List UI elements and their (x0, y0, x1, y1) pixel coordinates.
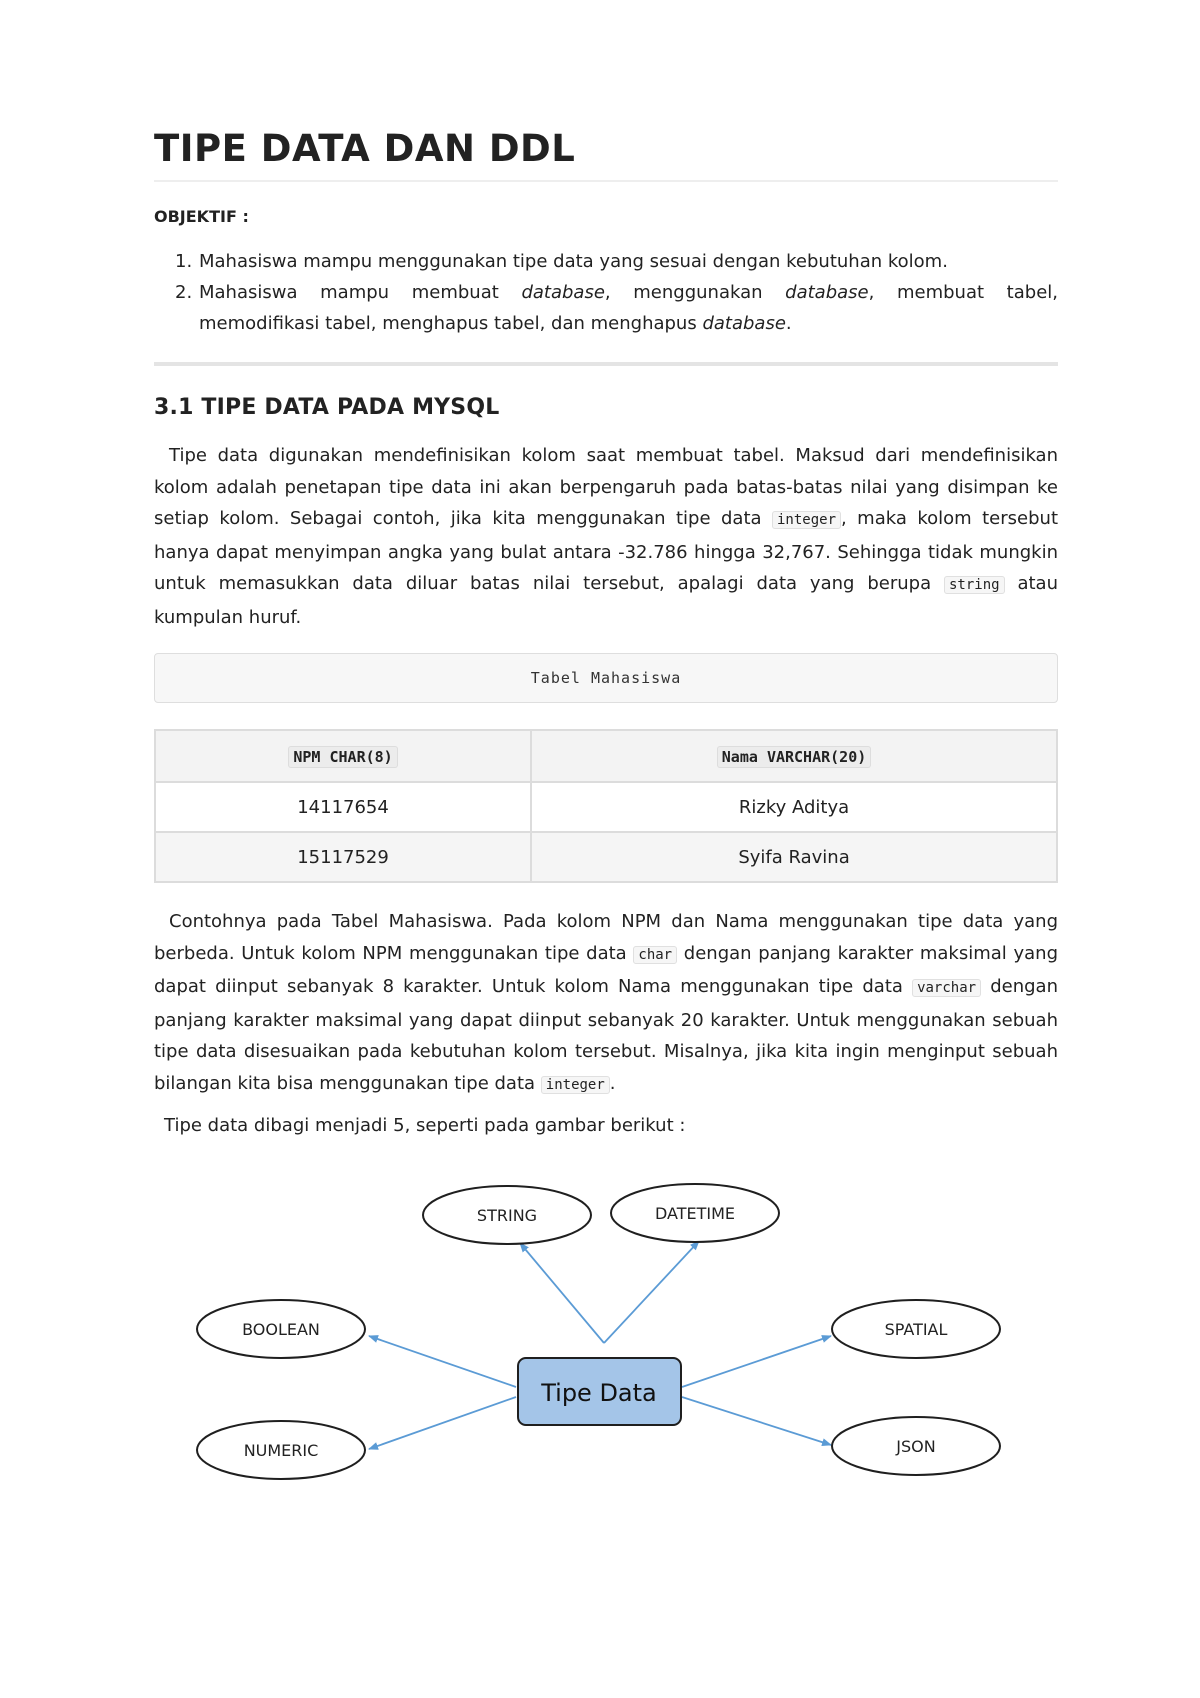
node-label-datetime: DATETIME (654, 1204, 736, 1223)
paragraph-1 (154, 440, 1058, 634)
paragraph-text: , maka kolom tersebut hanya dapat menyimpan angka yang bulat antara -32.786 hingga 32,767. Sehingga tidak mungkin untuk memasukkan data diluar batas nilai tersebut, apalagi data yang berupa (154, 508, 1058, 595)
list-item (154, 246, 1058, 277)
paragraph-text: Contohnya pada Tabel Mahasiswa. Pada kolom NPM dan Nama menggunakan tipe data yang berbeda. Untuk kolom NPM menggunakan tipe data (154, 911, 1058, 964)
table-caption: Tabel Mahasiswa (154, 653, 1058, 703)
arrow-to-boolean (369, 1336, 516, 1387)
section-divider (154, 362, 1058, 366)
table-row (155, 832, 1057, 882)
paragraph-3 (154, 1110, 1058, 1142)
objektif-label: OBJEKTIF : (154, 207, 249, 226)
table-row (155, 782, 1057, 832)
node-label-json: JSON (896, 1437, 936, 1456)
inline-code: char (633, 946, 677, 964)
node-label-spatial: SPATIAL (884, 1320, 948, 1339)
section-heading: 3.1 TIPE DATA PADA MYSQL (154, 395, 500, 420)
header-type: VARCHAR(20) (766, 747, 867, 766)
paragraph-text: dengan panjang karakter maksimal yang dapat diinput sebanyak 20 karakter. Untuk menggunakan sebuah tipe data disesuaikan pada kebutuhan kolom tersebut. Misalnya, jika kita ingin menginput sebuah bilangan kita bisa menggunakan tipe data (154, 976, 1059, 1094)
paragraph-text: Tipe data dibagi menjadi 5, seperti pada gambar berikut : (164, 1115, 686, 1136)
paragraph-2 (154, 906, 1058, 1102)
inline-code: varchar (912, 979, 981, 997)
node-label-numeric: NUMERIC (243, 1441, 319, 1460)
center-node-label: Tipe Data (541, 1379, 657, 1407)
emphasis-text: database (521, 282, 605, 303)
table-cell: 15117529 (155, 832, 531, 882)
paragraph-text: atau kumpulan huruf. (154, 573, 1058, 628)
arrow-to-string (520, 1243, 604, 1343)
arrow-to-json (682, 1397, 831, 1445)
list-item-text: , membuat tabel, memodifikasi tabel, menghapus tabel, dan menghapus (199, 282, 1058, 334)
arrow-to-numeric (369, 1397, 516, 1449)
table-cell: Rizky Aditya (531, 782, 1057, 832)
emphasis-text: database (785, 282, 869, 303)
inline-code: string (944, 576, 1005, 594)
table-cell: Syifa Ravina (531, 832, 1057, 882)
list-number: 2. (175, 282, 193, 303)
paragraph-text: . (609, 1072, 616, 1094)
page-title: TIPE DATA DAN DDL (154, 127, 576, 170)
list-item-text: Mahasiswa mampu menggunakan tipe data yang sesuai dengan kebutuhan kolom. (199, 251, 948, 272)
arrow-to-datetime (604, 1241, 699, 1343)
column-header-npm (155, 730, 531, 782)
inline-code: integer (541, 1076, 610, 1094)
table-header-row (155, 730, 1057, 782)
tipe-data-diagram (154, 1160, 1058, 1490)
emphasis-text: database (702, 313, 786, 334)
diagram-svg (154, 1160, 1058, 1490)
header-label: NPM (293, 747, 321, 766)
arrow-to-spatial (682, 1336, 831, 1387)
list-item-text: Mahasiswa mampu membuat (199, 282, 522, 303)
inline-code: integer (772, 511, 841, 529)
mahasiswa-table (154, 729, 1058, 883)
node-label-string: STRING (476, 1206, 538, 1225)
list-item (154, 277, 1058, 339)
paragraph-text: Tipe data digunakan mendefinisikan kolom saat membuat tabel. Maksud dari mendefinisikan kolom adalah penetapan tipe data ini akan berpengaruh pada batas-batas nilai yang disimpan ke setiap kolom. Sebagai contoh, jika kita menggunakan tipe data (154, 445, 1058, 530)
node-label-boolean: BOOLEAN (242, 1320, 320, 1339)
column-header-nama (531, 730, 1057, 782)
header-label: Nama (721, 747, 758, 766)
list-item-text: . (785, 313, 792, 334)
objective-list (154, 246, 1058, 339)
paragraph-text: dengan panjang karakter maksimal yang dapat diinput sebanyak 8 karakter. Untuk kolom Nama menggunakan tipe data (154, 942, 1058, 998)
title-divider (154, 180, 1058, 182)
list-number: 1. (175, 251, 193, 272)
header-type: CHAR(8) (329, 747, 393, 766)
table-cell: 14117654 (155, 782, 531, 832)
list-item-text: , menggunakan (604, 282, 786, 303)
